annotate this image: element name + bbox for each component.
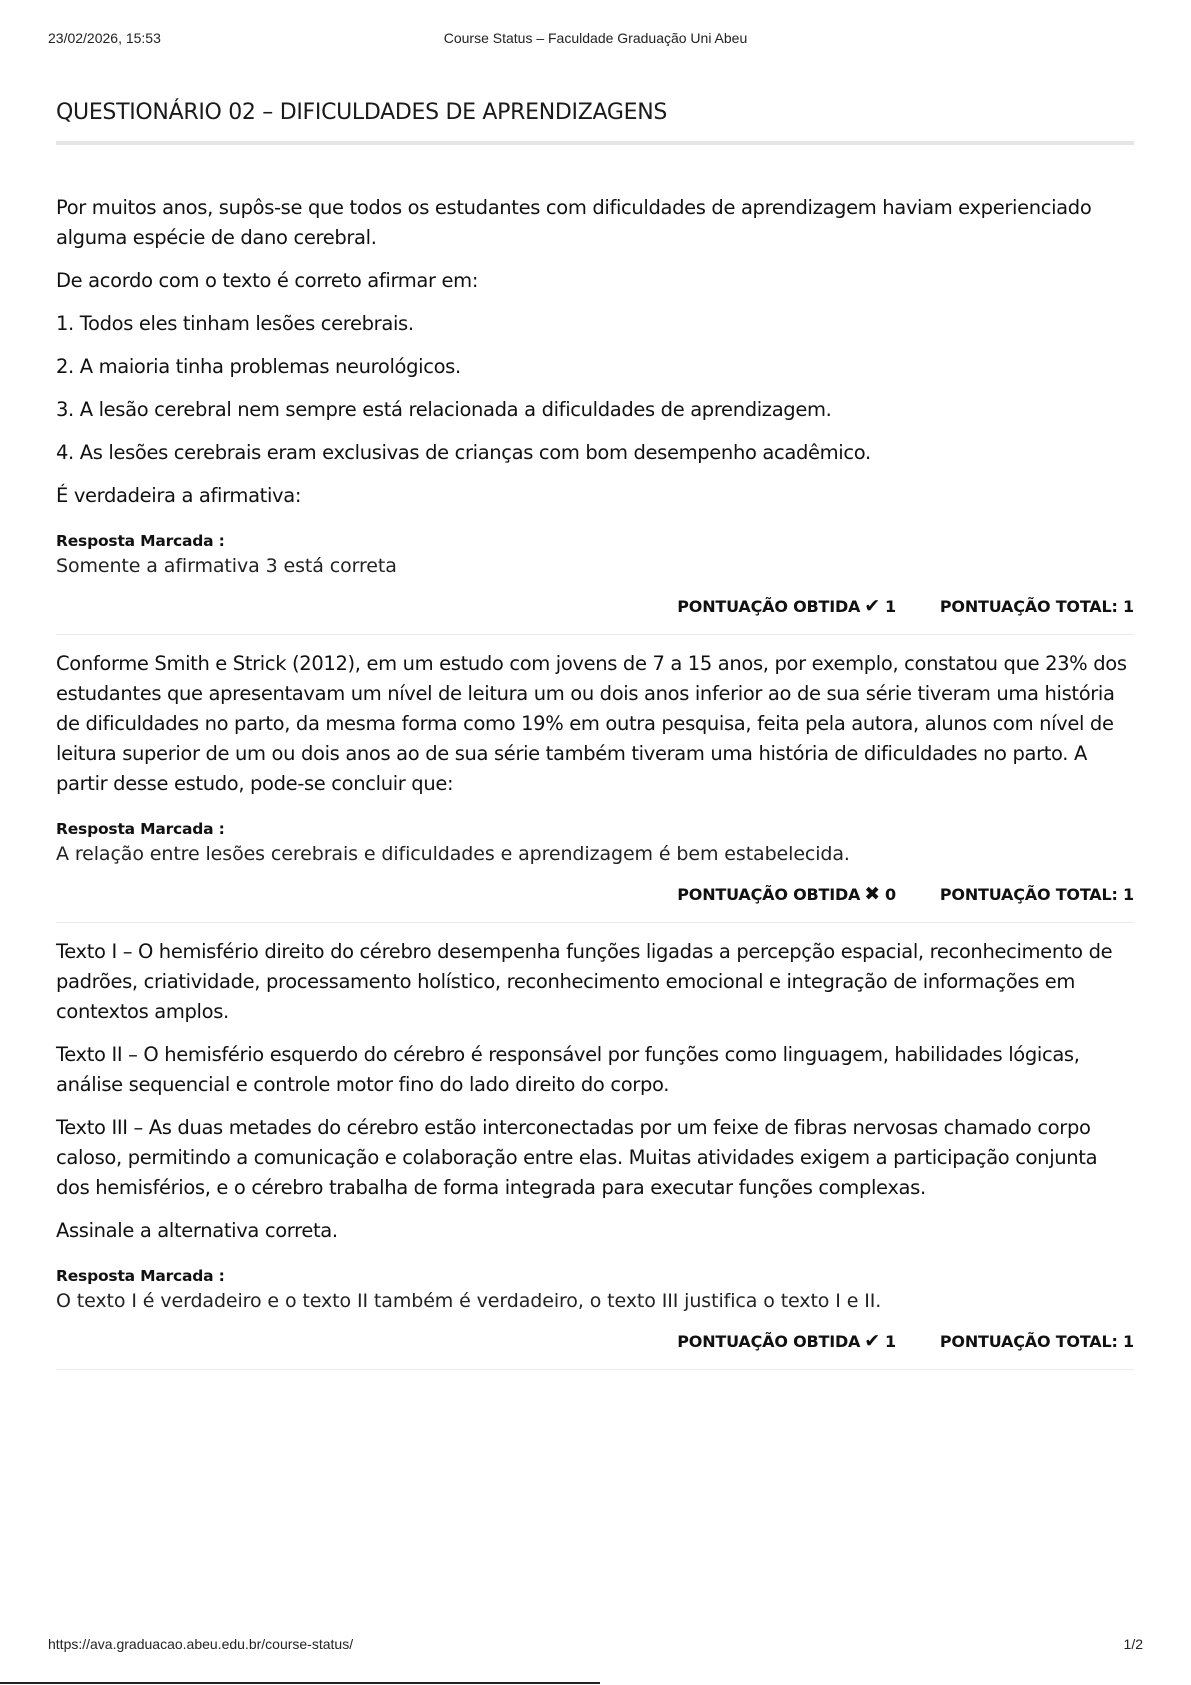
question-paragraph: Texto III – As duas metades do cérebro estão interconectadas por um feixe de fibras nervosas chamado corpo caloso, permitindo a comunicação e colaboração entre elas. Muitas atividades exigem a participação conjunta dos hemisférios, e o cérebro trabalha de forma integrada para executar funções complexas. [56, 1116, 1098, 1199]
score-row [56, 597, 1134, 634]
question-list [56, 193, 1134, 1370]
question-paragraph: De acordo com o texto é correto afirmar em: [56, 269, 479, 292]
question-paragraph: Por muitos anos, supôs-se que todos os estudantes com dificuldades de aprendizagem haviam experienciado alguma espécie de dano cerebral. [56, 196, 1092, 249]
marked-answer: Somente a afirmativa 3 está correta [56, 555, 397, 577]
score-total: PONTUAÇÃO TOTAL: 1 [939, 597, 1134, 616]
check-icon: ✔ [864, 1330, 880, 1352]
score-obtained [677, 885, 896, 904]
print-page-title: Course Status – Faculdade Graduação Uni Abeu [443, 30, 748, 46]
score-obtained-value: 1 [884, 1332, 896, 1351]
page-title: QUESTIONÁRIO 02 – DIFICULDADES DE APRENDIZAGENS [56, 100, 1134, 145]
score-obtained-value: 1 [884, 597, 896, 616]
check-icon: ✔ [864, 595, 880, 617]
answer-label: Resposta Marcada : [56, 532, 225, 550]
question-block [56, 649, 1134, 923]
answer-label: Resposta Marcada : [56, 1267, 225, 1285]
question-paragraph: 4. As lesões cerebrais eram exclusivas de crianças com bom desempenho acadêmico. [56, 441, 871, 464]
score-obtained [677, 597, 896, 616]
score-obtained-label: PONTUAÇÃO OBTIDA [677, 1332, 861, 1351]
marked-answer: O texto I é verdadeiro e o texto II também é verdadeiro, o texto III justifica o texto I e II. [56, 1290, 882, 1312]
answer-label: Resposta Marcada : [56, 820, 225, 838]
question-paragraph: Texto I – O hemisfério direito do cérebro desempenha funções ligadas a percepção espacial, reconhecimento de padrões, criatividade, processamento holístico, reconhecimento emocional e integração de informações em contextos amplos. [56, 940, 1113, 1023]
page-bottom-rule [0, 1682, 600, 1684]
print-page-number: 1/2 [1123, 1636, 1143, 1652]
print-url: https://ava.graduacao.abeu.edu.br/course-status/ [48, 1636, 354, 1652]
score-row [56, 1332, 1134, 1369]
question-text [56, 649, 1134, 799]
score-obtained-value: 0 [884, 885, 896, 904]
score-obtained [677, 1332, 896, 1351]
score-obtained-label: PONTUAÇÃO OBTIDA [677, 597, 861, 616]
question-paragraph: Texto II – O hemisfério esquerdo do cérebro é responsável por funções como linguagem, habilidades lógicas, análise sequencial e controle motor fino do lado direito do corpo. [56, 1043, 1080, 1096]
print-datetime: 23/02/2026, 15:53 [48, 30, 161, 46]
question-block [56, 937, 1134, 1370]
score-row [56, 885, 1134, 922]
quiz-content [56, 100, 1134, 1370]
score-total: PONTUAÇÃO TOTAL: 1 [939, 1332, 1134, 1351]
question-paragraph: É verdadeira a afirmativa: [56, 484, 302, 507]
question-paragraph: 1. Todos eles tinham lesões cerebrais. [56, 312, 414, 335]
question-paragraph: 2. A maioria tinha problemas neurológicos. [56, 355, 461, 378]
question-block [56, 193, 1134, 635]
print-footer [48, 1636, 1143, 1656]
score-obtained-label: PONTUAÇÃO OBTIDA [677, 885, 861, 904]
print-header [48, 30, 1143, 50]
question-paragraph: Conforme Smith e Strick (2012), em um estudo com jovens de 7 a 15 anos, por exemplo, constatou que 23% dos estudantes que apresentavam um nível de leitura um ou dois anos inferior ao de sua série tiveram uma história de dificuldades no parto, da mesma forma como 19% em outra pesquisa, feita pela autora, alunos com nível de leitura superior de um ou dois anos ao de sua série também tiveram uma história de dificuldades no parto. A partir desse estudo, pode-se concluir que: [56, 652, 1127, 795]
marked-answer: A relação entre lesões cerebrais e dificuldades e aprendizagem é bem estabelecida. [56, 843, 850, 865]
question-paragraph: 3. A lesão cerebral nem sempre está relacionada a dificuldades de aprendizagem. [56, 398, 832, 421]
score-total: PONTUAÇÃO TOTAL: 1 [939, 885, 1134, 904]
question-paragraph: Assinale a alternativa correta. [56, 1219, 338, 1242]
question-text [56, 193, 1134, 511]
question-text [56, 937, 1134, 1246]
cross-icon: ✖ [864, 883, 880, 905]
